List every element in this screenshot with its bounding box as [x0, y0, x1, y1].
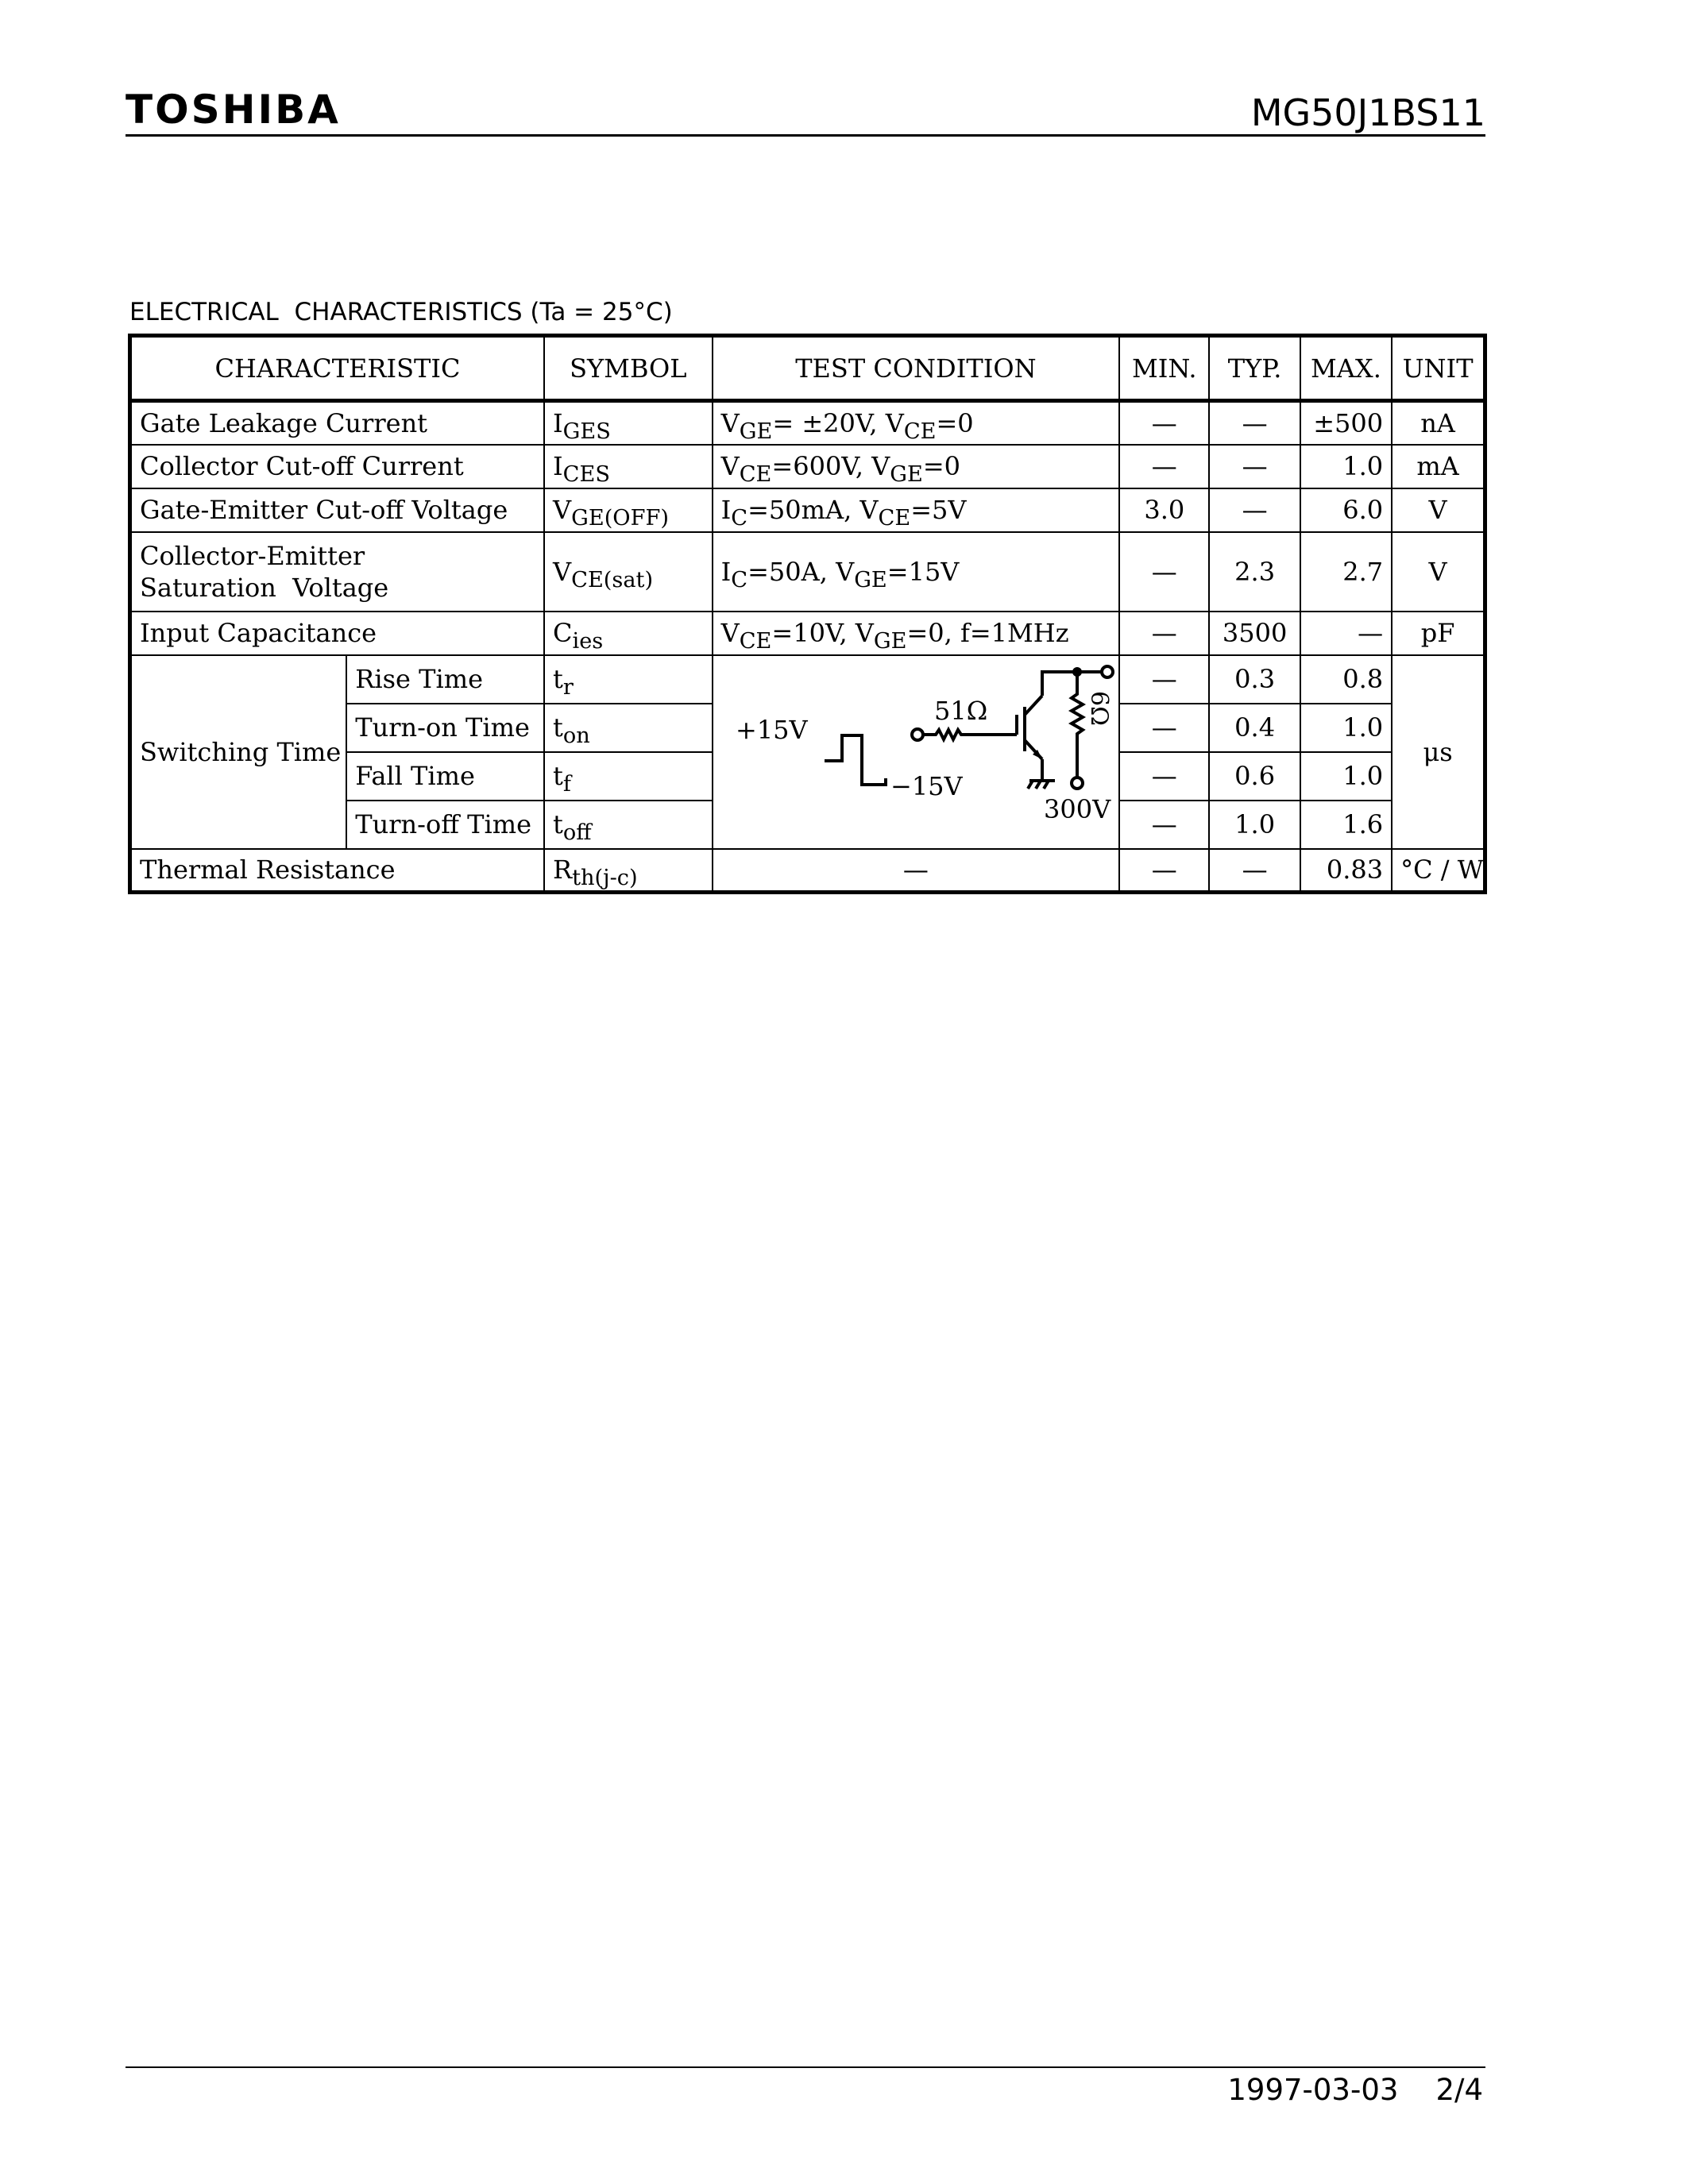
- characteristic-cell: Gate-Emitter Cut-off Voltage: [130, 488, 545, 532]
- characteristic-cell: Gate Leakage Current: [130, 401, 545, 445]
- max-cell: 0.8: [1300, 655, 1392, 704]
- characteristic-cell: Collector Cut-off Current: [130, 445, 545, 488]
- switching-group-label: Switching Time: [130, 655, 347, 849]
- symbol-sub: r: [562, 675, 574, 700]
- symbol-cell: [544, 401, 713, 445]
- junction-dot: [1072, 667, 1082, 677]
- tc-sub: C: [731, 506, 748, 531]
- tc-sub: CE: [878, 506, 911, 531]
- circuit-supply-voltage: 300V: [1043, 793, 1111, 824]
- tc-main: I: [720, 495, 732, 525]
- max-cell: 1.6: [1300, 801, 1392, 849]
- typ-cell: 0.3: [1209, 655, 1300, 704]
- table-row: [130, 445, 1485, 488]
- tc-rest: =0: [922, 451, 961, 481]
- symbol-sub: th(j-c): [572, 866, 638, 891]
- unit-cell: pF: [1392, 612, 1485, 655]
- min-cell: —: [1119, 752, 1209, 801]
- electrical-characteristics-table: [128, 334, 1487, 894]
- tc-rest: = ±20V,: [772, 407, 886, 438]
- footer-rule: [126, 2066, 1485, 2068]
- tc-main: V: [720, 451, 740, 481]
- symbol-main: I: [553, 451, 563, 481]
- header-rule: [126, 134, 1485, 137]
- unit-cell: °C / W: [1392, 849, 1485, 893]
- tc-sub: CE: [903, 419, 937, 444]
- symbol-cell: [544, 849, 713, 893]
- header-test-condition: TEST CONDITION: [713, 336, 1119, 401]
- symbol-sub: CES: [562, 462, 610, 488]
- max-cell: 2.7: [1300, 532, 1392, 612]
- tc-rest: =50mA,: [747, 495, 860, 525]
- max-cell: 1.0: [1300, 704, 1392, 752]
- table-row: [130, 612, 1485, 655]
- symbol-main: V: [553, 556, 572, 587]
- symbol-cell: [544, 704, 713, 752]
- header-typ: TYP.: [1209, 336, 1300, 401]
- symbol-cell: [544, 801, 713, 849]
- max-cell: 6.0: [1300, 488, 1392, 532]
- symbol-main: t: [553, 809, 563, 839]
- tc-sub: CE: [739, 629, 772, 654]
- symbol-cell: [544, 445, 713, 488]
- typ-cell: —: [1209, 849, 1300, 893]
- tc-main: V: [836, 556, 855, 587]
- typ-cell: 1.0: [1209, 801, 1300, 849]
- max-cell: 0.83: [1300, 849, 1392, 893]
- table-row: [130, 849, 1485, 893]
- tc-rest: =0: [936, 407, 974, 438]
- characteristic-line1: Collector-Emitter: [140, 540, 365, 571]
- switching-item-label: Turn-off Time: [346, 801, 544, 849]
- tc-rest: =50A,: [747, 556, 836, 587]
- symbol-cell: [544, 488, 713, 532]
- tc-rest: =15V: [886, 556, 960, 587]
- typ-cell: 2.3: [1209, 532, 1300, 612]
- typ-cell: —: [1209, 445, 1300, 488]
- test-condition-cell: [713, 612, 1119, 655]
- min-cell: —: [1119, 704, 1209, 752]
- characteristic-cell: Thermal Resistance: [130, 849, 545, 893]
- table-row: [130, 401, 1485, 445]
- header-min: MIN.: [1119, 336, 1209, 401]
- tc-rest: =0, f=1MHz: [906, 618, 1069, 648]
- test-condition-cell: [713, 445, 1119, 488]
- switching-item-label: Rise Time: [346, 655, 544, 704]
- table-row: [130, 532, 1485, 612]
- tc-main: V: [859, 495, 879, 525]
- symbol-cell: [544, 655, 713, 704]
- typ-cell: 0.6: [1209, 752, 1300, 801]
- tc-main: V: [885, 407, 904, 438]
- part-number: MG50J1BS11: [1250, 91, 1485, 134]
- symbol-sub: on: [562, 723, 590, 749]
- switching-item-label: Fall Time: [346, 752, 544, 801]
- header-unit: UNIT: [1392, 336, 1485, 401]
- typ-cell: —: [1209, 488, 1300, 532]
- test-condition-cell: [713, 401, 1119, 445]
- tc-sub: GE: [890, 462, 923, 488]
- tc-main: V: [720, 618, 740, 648]
- test-circuit-cell: [713, 655, 1119, 849]
- symbol-main: C: [553, 618, 573, 648]
- tc-sub: GE: [854, 567, 887, 592]
- tc-main: I: [720, 556, 732, 587]
- characteristic-line2: Saturation Voltage: [140, 572, 389, 603]
- symbol-sub: CE(sat): [571, 567, 654, 592]
- unit-cell: μs: [1392, 655, 1485, 849]
- footer: [1227, 2070, 1483, 2110]
- header-symbol: SYMBOL: [544, 336, 713, 401]
- tc-main: V: [720, 407, 740, 438]
- footer-date: 1997-03-03: [1227, 2073, 1399, 2107]
- symbol-sub: GE(OFF): [571, 506, 669, 531]
- symbol-cell: [544, 612, 713, 655]
- table-header-row: [130, 336, 1485, 401]
- symbol-sub: f: [562, 772, 571, 797]
- symbol-main: V: [553, 495, 572, 525]
- min-cell: 3.0: [1119, 488, 1209, 532]
- brand-logo-text: TOSHIBA: [126, 87, 341, 133]
- min-cell: —: [1119, 849, 1209, 893]
- test-condition-cell: [713, 532, 1119, 612]
- footer-page: 2/4: [1435, 2073, 1483, 2107]
- tc-sub: GE: [739, 419, 773, 444]
- symbol-main: I: [553, 407, 563, 438]
- tc-rest: =10V,: [771, 618, 856, 648]
- table-row: [130, 655, 1485, 704]
- unit-cell: nA: [1392, 401, 1485, 445]
- switching-item-label: Turn-on Time: [346, 704, 544, 752]
- tc-rest: =600V,: [771, 451, 872, 481]
- tc-main: V: [871, 451, 890, 481]
- unit-cell: V: [1392, 488, 1485, 532]
- header-max: MAX.: [1300, 336, 1392, 401]
- symbol-sub: GES: [562, 419, 611, 444]
- min-cell: —: [1119, 445, 1209, 488]
- switching-test-circuit-diagram: [721, 658, 1119, 847]
- typ-cell: —: [1209, 401, 1300, 445]
- min-cell: —: [1119, 401, 1209, 445]
- symbol-main: t: [553, 712, 563, 743]
- characteristic-cell: Input Capacitance: [130, 612, 545, 655]
- typ-cell: 3500: [1209, 612, 1300, 655]
- symbol-main: t: [553, 664, 563, 694]
- min-cell: —: [1119, 801, 1209, 849]
- tc-sub: C: [731, 567, 748, 592]
- max-cell: 1.0: [1300, 752, 1392, 801]
- circuit-pos-voltage: +15V: [735, 714, 808, 745]
- test-condition-cell: —: [713, 849, 1119, 893]
- max-cell: —: [1300, 612, 1392, 655]
- symbol-cell: [544, 752, 713, 801]
- symbol-sub: ies: [572, 629, 604, 654]
- typ-cell: 0.4: [1209, 704, 1300, 752]
- symbol-main: t: [553, 761, 563, 791]
- tc-sub: GE: [873, 629, 907, 654]
- unit-cell: mA: [1392, 445, 1485, 488]
- unit-cell: V: [1392, 532, 1485, 612]
- max-cell: 1.0: [1300, 445, 1392, 488]
- symbol-sub: off: [562, 820, 592, 846]
- symbol-main: R: [553, 855, 573, 886]
- section-title: ELECTRICAL CHARACTERISTICS (Ta = 25°C): [129, 298, 673, 326]
- characteristic-cell: [130, 532, 545, 612]
- circuit-gate-resistor: 51Ω: [933, 695, 987, 726]
- min-cell: —: [1119, 655, 1209, 704]
- tc-sub: CE: [739, 462, 772, 488]
- table-row: [130, 488, 1485, 532]
- circuit-load-resistor: 6Ω: [1084, 690, 1113, 726]
- min-cell: —: [1119, 612, 1209, 655]
- tc-rest: =5V: [910, 495, 967, 525]
- circuit-neg-voltage: −15V: [890, 770, 963, 801]
- min-cell: —: [1119, 532, 1209, 612]
- max-cell: ±500: [1300, 401, 1392, 445]
- header-characteristic: CHARACTERISTIC: [130, 336, 545, 401]
- symbol-cell: [544, 532, 713, 612]
- tc-main: V: [855, 618, 874, 648]
- test-condition-cell: [713, 488, 1119, 532]
